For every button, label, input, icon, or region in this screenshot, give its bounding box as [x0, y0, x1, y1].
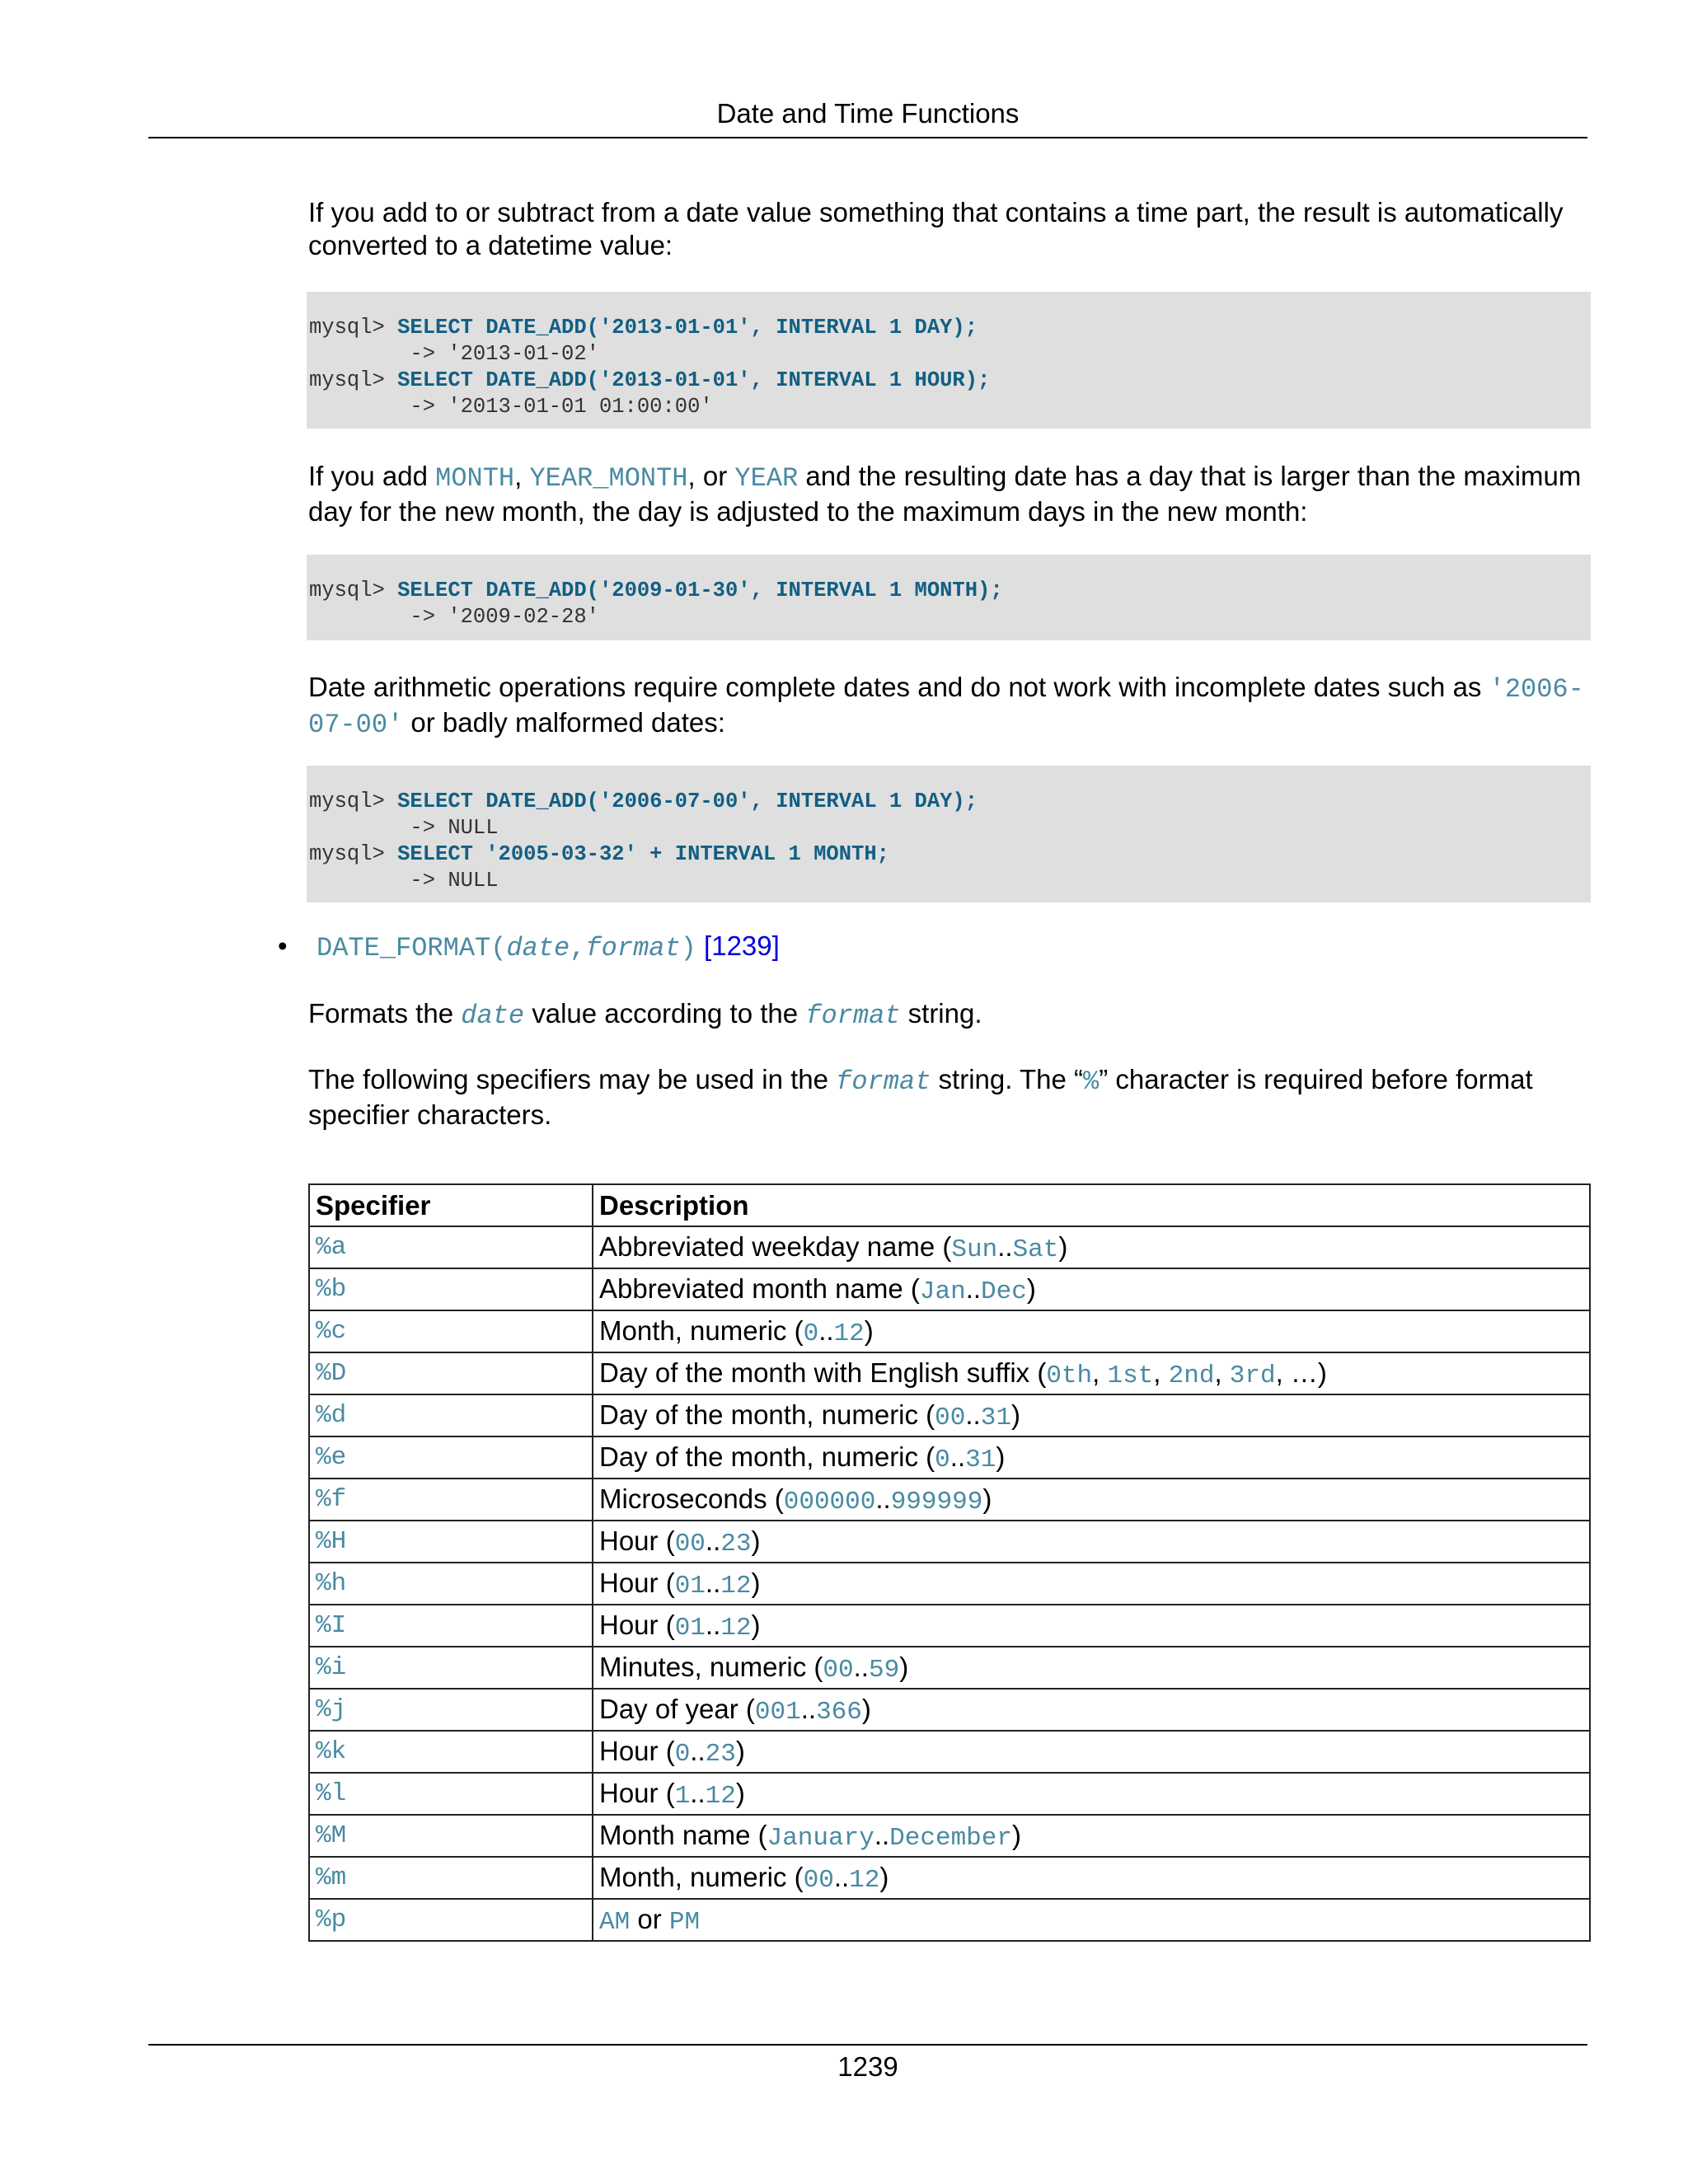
- code-literal: MONTH: [435, 463, 515, 494]
- description-cell: Abbreviated month name (Jan..Dec): [593, 1268, 1590, 1310]
- specifier-cell: %I: [309, 1605, 593, 1647]
- specifier-cell: %i: [309, 1647, 593, 1689]
- description-cell: Abbreviated weekday name (Sun..Sat): [593, 1226, 1590, 1268]
- description-cell: Hour (01..12): [593, 1605, 1590, 1647]
- paragraph-formats-date: Formats the date value according to the format string.: [308, 998, 982, 1031]
- description-cell: Month, numeric (0..12): [593, 1310, 1590, 1352]
- paragraph-time-part: If you add to or subtract from a date value something that contains a time part, the result is automatically converted to a datetime value:: [308, 197, 1564, 260]
- description-cell: Day of the month, numeric (00..31): [593, 1394, 1590, 1436]
- table-row: [309, 1857, 1590, 1899]
- code-literal: YEAR: [734, 463, 799, 494]
- function-name[interactable]: DATE_FORMAT(date,format): [316, 933, 696, 963]
- specifier-cell: %m: [309, 1857, 593, 1899]
- table-row: [309, 1436, 1590, 1479]
- description-cell: Day of year (001..366): [593, 1689, 1590, 1731]
- function-signature-date-format: [316, 930, 780, 965]
- column-header-specifier: Specifier: [309, 1184, 593, 1226]
- description-cell: Hour (0..23): [593, 1731, 1590, 1773]
- code-prompt: mysql>: [309, 579, 398, 602]
- code-example-null: [307, 766, 1591, 902]
- table-row: [309, 1479, 1590, 1521]
- table-row: [309, 1815, 1590, 1857]
- table-row: [309, 1689, 1590, 1731]
- code-result: -> '2009-02-28': [309, 605, 599, 629]
- code-command: SELECT DATE_ADD('2009-01-30', INTERVAL 1 MONTH);: [397, 579, 1003, 602]
- table-row: [309, 1226, 1590, 1268]
- description-cell: Hour (00..23): [593, 1521, 1590, 1563]
- code-prompt: mysql>: [309, 790, 398, 813]
- code-command: SELECT '2005-03-32' + INTERVAL 1 MONTH;: [397, 842, 889, 866]
- description-cell: Month, numeric (00..12): [593, 1857, 1590, 1899]
- table-row: [309, 1605, 1590, 1647]
- table-row: [309, 1310, 1590, 1352]
- description-cell: Hour (01..12): [593, 1563, 1590, 1605]
- column-header-description: Description: [593, 1184, 1590, 1226]
- code-result: -> NULL: [309, 816, 499, 840]
- table-row: [309, 1352, 1590, 1394]
- table-row: [309, 1647, 1590, 1689]
- table-row: [309, 1521, 1590, 1563]
- code-result: -> '2013-01-01 01:00:00': [309, 395, 713, 419]
- specifier-cell: %b: [309, 1268, 593, 1310]
- description-cell: Hour (1..12): [593, 1773, 1590, 1815]
- specifier-cell: %c: [309, 1310, 593, 1352]
- header-rule: [148, 137, 1587, 138]
- format-specifier-table: [308, 1183, 1591, 1942]
- code-literal: %: [1083, 1066, 1100, 1097]
- code-command: SELECT DATE_ADD('2013-01-01', INTERVAL 1 DAY);: [397, 316, 978, 340]
- code-literal: format: [836, 1066, 931, 1097]
- paragraph-specifiers-intro: The following specifiers may be used in the format string. The “%” character is required before format specifier characters.: [308, 1064, 1533, 1130]
- description-cell: Day of the month, numeric (0..31): [593, 1436, 1590, 1479]
- specifier-cell: %l: [309, 1773, 593, 1815]
- specifier-cell: %p: [309, 1899, 593, 1941]
- description-cell: AM or PM: [593, 1899, 1590, 1941]
- code-example-datetime: [307, 292, 1591, 429]
- specifier-cell: %h: [309, 1563, 593, 1605]
- table-row: [309, 1563, 1590, 1605]
- specifier-cell: %D: [309, 1352, 593, 1394]
- specifier-cell: %H: [309, 1521, 593, 1563]
- table-row: [309, 1731, 1590, 1773]
- code-prompt: mysql>: [309, 842, 398, 866]
- paragraph-month-adjust: If you add MONTH, YEAR_MONTH, or YEAR and the resulting date has a day that is larger than the maximum day for the new month, the day is adjusted to the maximum days in the new month:: [308, 461, 1582, 527]
- table-header-row: [309, 1184, 1590, 1226]
- page-reference-link[interactable]: [1239]: [704, 930, 780, 961]
- code-prompt: mysql>: [309, 316, 398, 340]
- code-literal: format: [805, 1001, 901, 1031]
- table-row: [309, 1899, 1590, 1941]
- code-command: SELECT DATE_ADD('2006-07-00', INTERVAL 1 DAY);: [397, 790, 978, 813]
- table-row: [309, 1394, 1590, 1436]
- table-row: [309, 1268, 1590, 1310]
- code-prompt: mysql>: [309, 368, 398, 392]
- specifier-cell: %d: [309, 1394, 593, 1436]
- description-cell: Minutes, numeric (00..59): [593, 1647, 1590, 1689]
- description-cell: Microseconds (000000..999999): [593, 1479, 1590, 1521]
- paragraph-incomplete-dates: Date arithmetic operations require complete dates and do not work with incomplete dates such as '2006-07-00' or badly malformed dates:: [308, 672, 1584, 740]
- description-cell: Month name (January..December): [593, 1815, 1590, 1857]
- specifier-cell: %M: [309, 1815, 593, 1857]
- code-example-month: [307, 555, 1591, 640]
- code-literal: '2006-07-00': [308, 674, 1584, 740]
- description-cell: Day of the month with English suffix (0th, 1st, 2nd, 3rd, …): [593, 1352, 1590, 1394]
- specifier-cell: %e: [309, 1436, 593, 1479]
- table-row: [309, 1773, 1590, 1815]
- specifier-cell: %f: [309, 1479, 593, 1521]
- page-number: 1239: [837, 2051, 898, 2082]
- specifier-cell: %k: [309, 1731, 593, 1773]
- code-literal: YEAR_MONTH: [529, 463, 688, 494]
- running-header: Date and Time Functions: [716, 98, 1020, 129]
- footer-rule: [148, 2044, 1587, 2046]
- bullet-marker: •: [278, 930, 288, 961]
- code-literal: date: [461, 1001, 525, 1031]
- specifier-cell: %a: [309, 1226, 593, 1268]
- code-result: -> '2013-01-02': [309, 342, 599, 366]
- specifier-cell: %j: [309, 1689, 593, 1731]
- code-result: -> NULL: [309, 869, 499, 893]
- code-command: SELECT DATE_ADD('2013-01-01', INTERVAL 1 HOUR);: [397, 368, 991, 392]
